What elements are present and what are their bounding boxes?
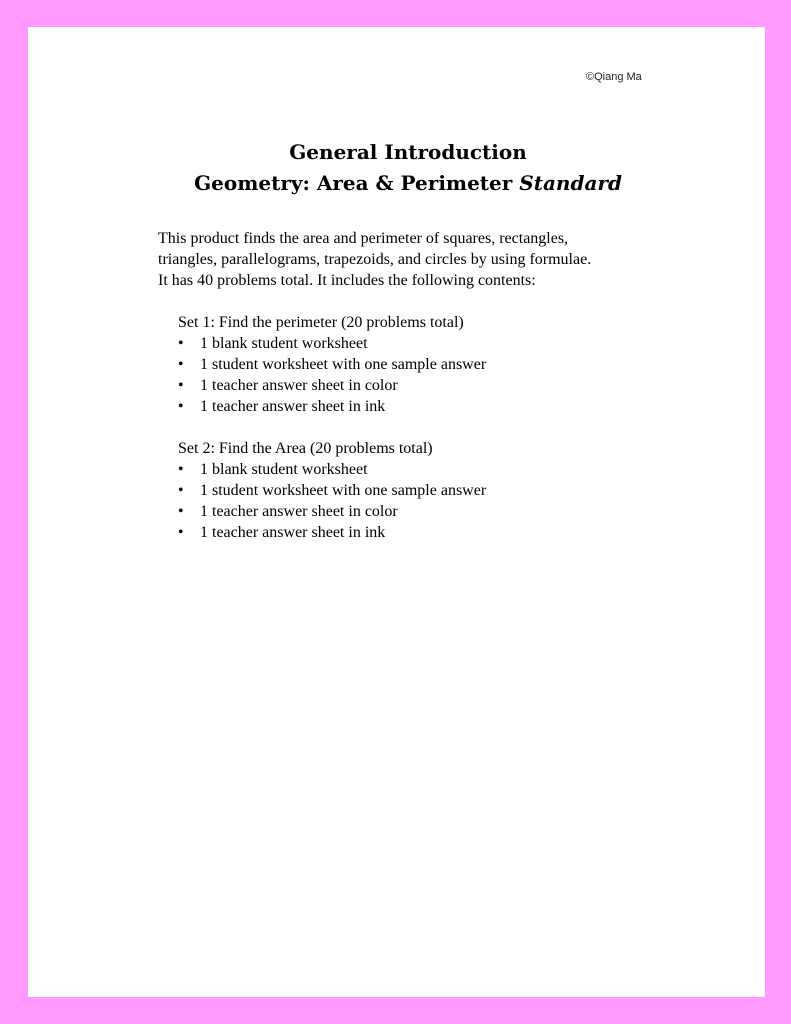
intro-line: This product finds the area and perimeter of squares, rectangles, xyxy=(158,230,569,247)
set-2-heading: Set 2: Find the Area (20 problems total) xyxy=(178,440,433,457)
bullet-icon: • xyxy=(178,398,184,415)
title-line-2-text: Geometry: Area & Perimeter xyxy=(194,171,520,195)
bullet-icon: • xyxy=(178,482,184,499)
list-item-text: 1 teacher answer sheet in ink xyxy=(200,398,386,415)
set-1-heading: Set 1: Find the perimeter (20 problems total) xyxy=(178,314,464,331)
set-2-list xyxy=(178,459,658,543)
list-item-text: 1 blank student worksheet xyxy=(200,461,368,478)
list-item xyxy=(178,396,658,417)
list-item xyxy=(178,522,658,543)
title-emphasis: Standard xyxy=(519,171,622,195)
document-body xyxy=(158,228,658,543)
list-item xyxy=(178,354,658,375)
bullet-icon: • xyxy=(178,524,184,541)
title-line-2 xyxy=(28,168,788,199)
bullet-icon: • xyxy=(178,356,184,373)
page-title xyxy=(28,137,788,199)
set-2-section xyxy=(178,438,658,543)
set-1-list xyxy=(178,333,658,417)
list-item xyxy=(178,375,658,396)
list-item-text: 1 student worksheet with one sample answer xyxy=(200,482,487,499)
bullet-icon: • xyxy=(178,377,184,394)
copyright-notice: ©Qiang Ma xyxy=(586,71,642,83)
list-item-text: 1 teacher answer sheet in color xyxy=(200,503,398,520)
list-item xyxy=(178,480,658,501)
list-item xyxy=(178,501,658,522)
title-line-1: General Introduction xyxy=(289,140,527,164)
intro-line: triangles, parallelograms, trapezoids, and circles by using formulae. xyxy=(158,251,592,268)
list-item-text: 1 teacher answer sheet in color xyxy=(200,377,398,394)
intro-line: It has 40 problems total. It includes the following contents: xyxy=(158,272,536,289)
list-item xyxy=(178,333,658,354)
bullet-icon: • xyxy=(178,461,184,478)
bullet-icon: • xyxy=(178,503,184,520)
intro-paragraph xyxy=(158,228,658,291)
list-item-text: 1 blank student worksheet xyxy=(200,335,368,352)
document-page xyxy=(28,27,765,997)
list-item-text: 1 student worksheet with one sample answer xyxy=(200,356,487,373)
set-1-section xyxy=(178,312,658,417)
list-item-text: 1 teacher answer sheet in ink xyxy=(200,524,386,541)
list-item xyxy=(178,459,658,480)
bullet-icon: • xyxy=(178,335,184,352)
